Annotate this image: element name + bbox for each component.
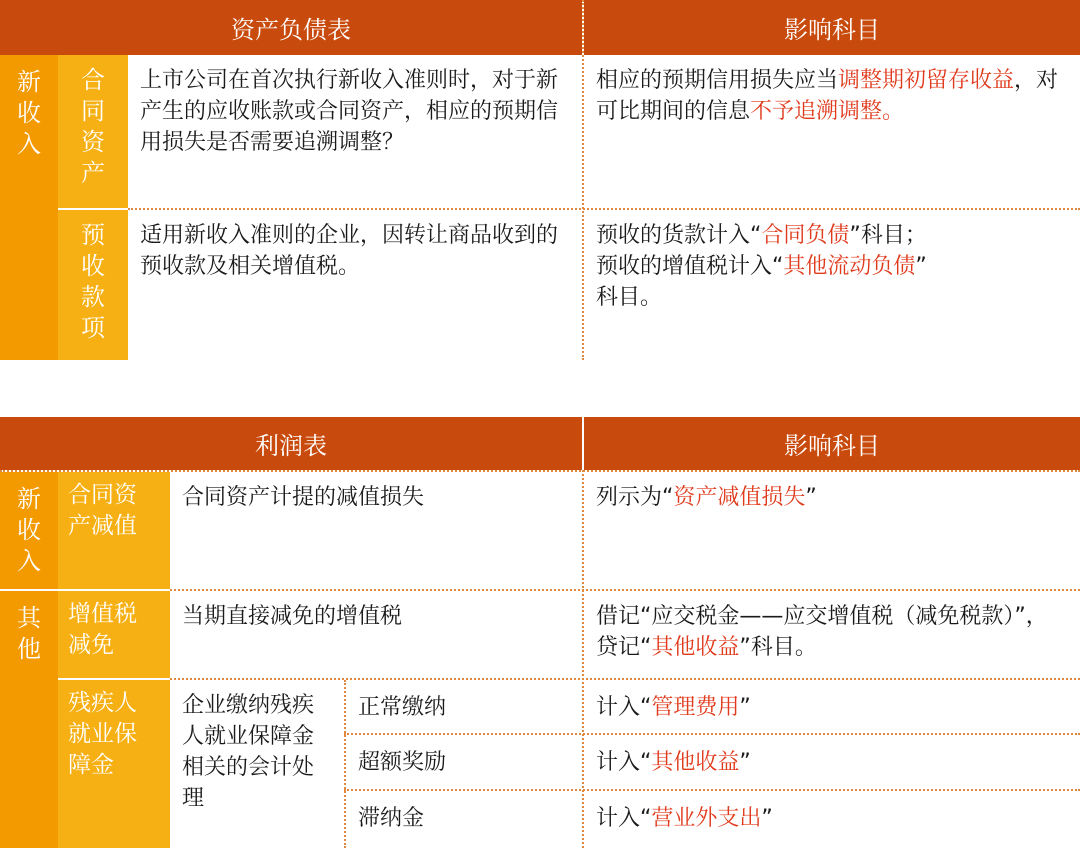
desc-disability-fund: 企业缴纳残疾人就业保障金相关的会计处理 [170, 680, 344, 848]
column-divider [582, 0, 584, 360]
column-divider [344, 680, 346, 848]
effect-late-fee: 计入“营业外支出” [584, 791, 1080, 848]
effect-excess-reward: 计入“其他收益” [584, 735, 1080, 789]
sublabel-contract-asset-impairment: 合同资产减值 [58, 472, 170, 589]
effect-contract-asset-impairment: 列示为“资产减值损失” [584, 472, 1080, 589]
effect-advance-receipts: 预收的货款计入“合同负债”科目； 预收的增值税计入“其他流动负债” 科目。 [584, 210, 1080, 360]
row-divider [0, 589, 170, 591]
category-new-revenue: 新收入 [0, 55, 58, 360]
question-contract-assets: 上市公司在首次执行新收入准则时，对于新产生的应收账款或合同资产，相应的预期信用损失是否需要追溯调整？ [128, 55, 582, 208]
sublabel-advance-receipts: 预收款项 [58, 210, 128, 360]
header-balance-sheet: 资产负债表 [0, 0, 582, 55]
header-income-statement: 利润表 [0, 417, 582, 470]
category-other: 其他 [0, 591, 58, 848]
item-vat-reduction: 当期直接减免的增值税 [170, 591, 582, 678]
row-divider [58, 678, 170, 680]
effect-vat-reduction: 借记“应交税金——应交增值税（减免税款）”，贷记“其他收益”科目。 [584, 591, 1080, 678]
row-divider [344, 733, 1080, 735]
header-affected-accounts: 影响科目 [584, 417, 1080, 470]
effect-normal-payment: 计入“管理费用” [584, 680, 1080, 733]
sublabel-contract-assets: 合同资产 [58, 55, 128, 208]
row-divider [170, 589, 1080, 591]
header-divider [0, 470, 1080, 472]
row-divider [58, 208, 128, 210]
column-divider [582, 470, 584, 848]
sublabel-vat-reduction: 增值税减免 [58, 591, 170, 678]
question-advance-receipts: 适用新收入准则的企业，因转让商品收到的预收款及相关增值税。 [128, 210, 582, 360]
case-late-fee: 滞纳金 [346, 791, 582, 848]
sublabel-disability-fund: 残疾人就业保障金 [58, 680, 170, 848]
effect-contract-assets: 相应的预期信用损失应当调整期初留存收益，对可比期间的信息不予追溯调整。 [584, 55, 1080, 208]
header-affected-accounts: 影响科目 [584, 0, 1080, 55]
case-excess-reward: 超额奖励 [346, 735, 582, 789]
category-new-revenue: 新收入 [0, 472, 58, 589]
row-divider [128, 208, 1080, 210]
row-divider [170, 678, 1080, 680]
item-contract-asset-impairment: 合同资产计提的减值损失 [170, 472, 582, 589]
row-divider [344, 789, 1080, 791]
case-normal-payment: 正常缴纳 [346, 680, 582, 733]
